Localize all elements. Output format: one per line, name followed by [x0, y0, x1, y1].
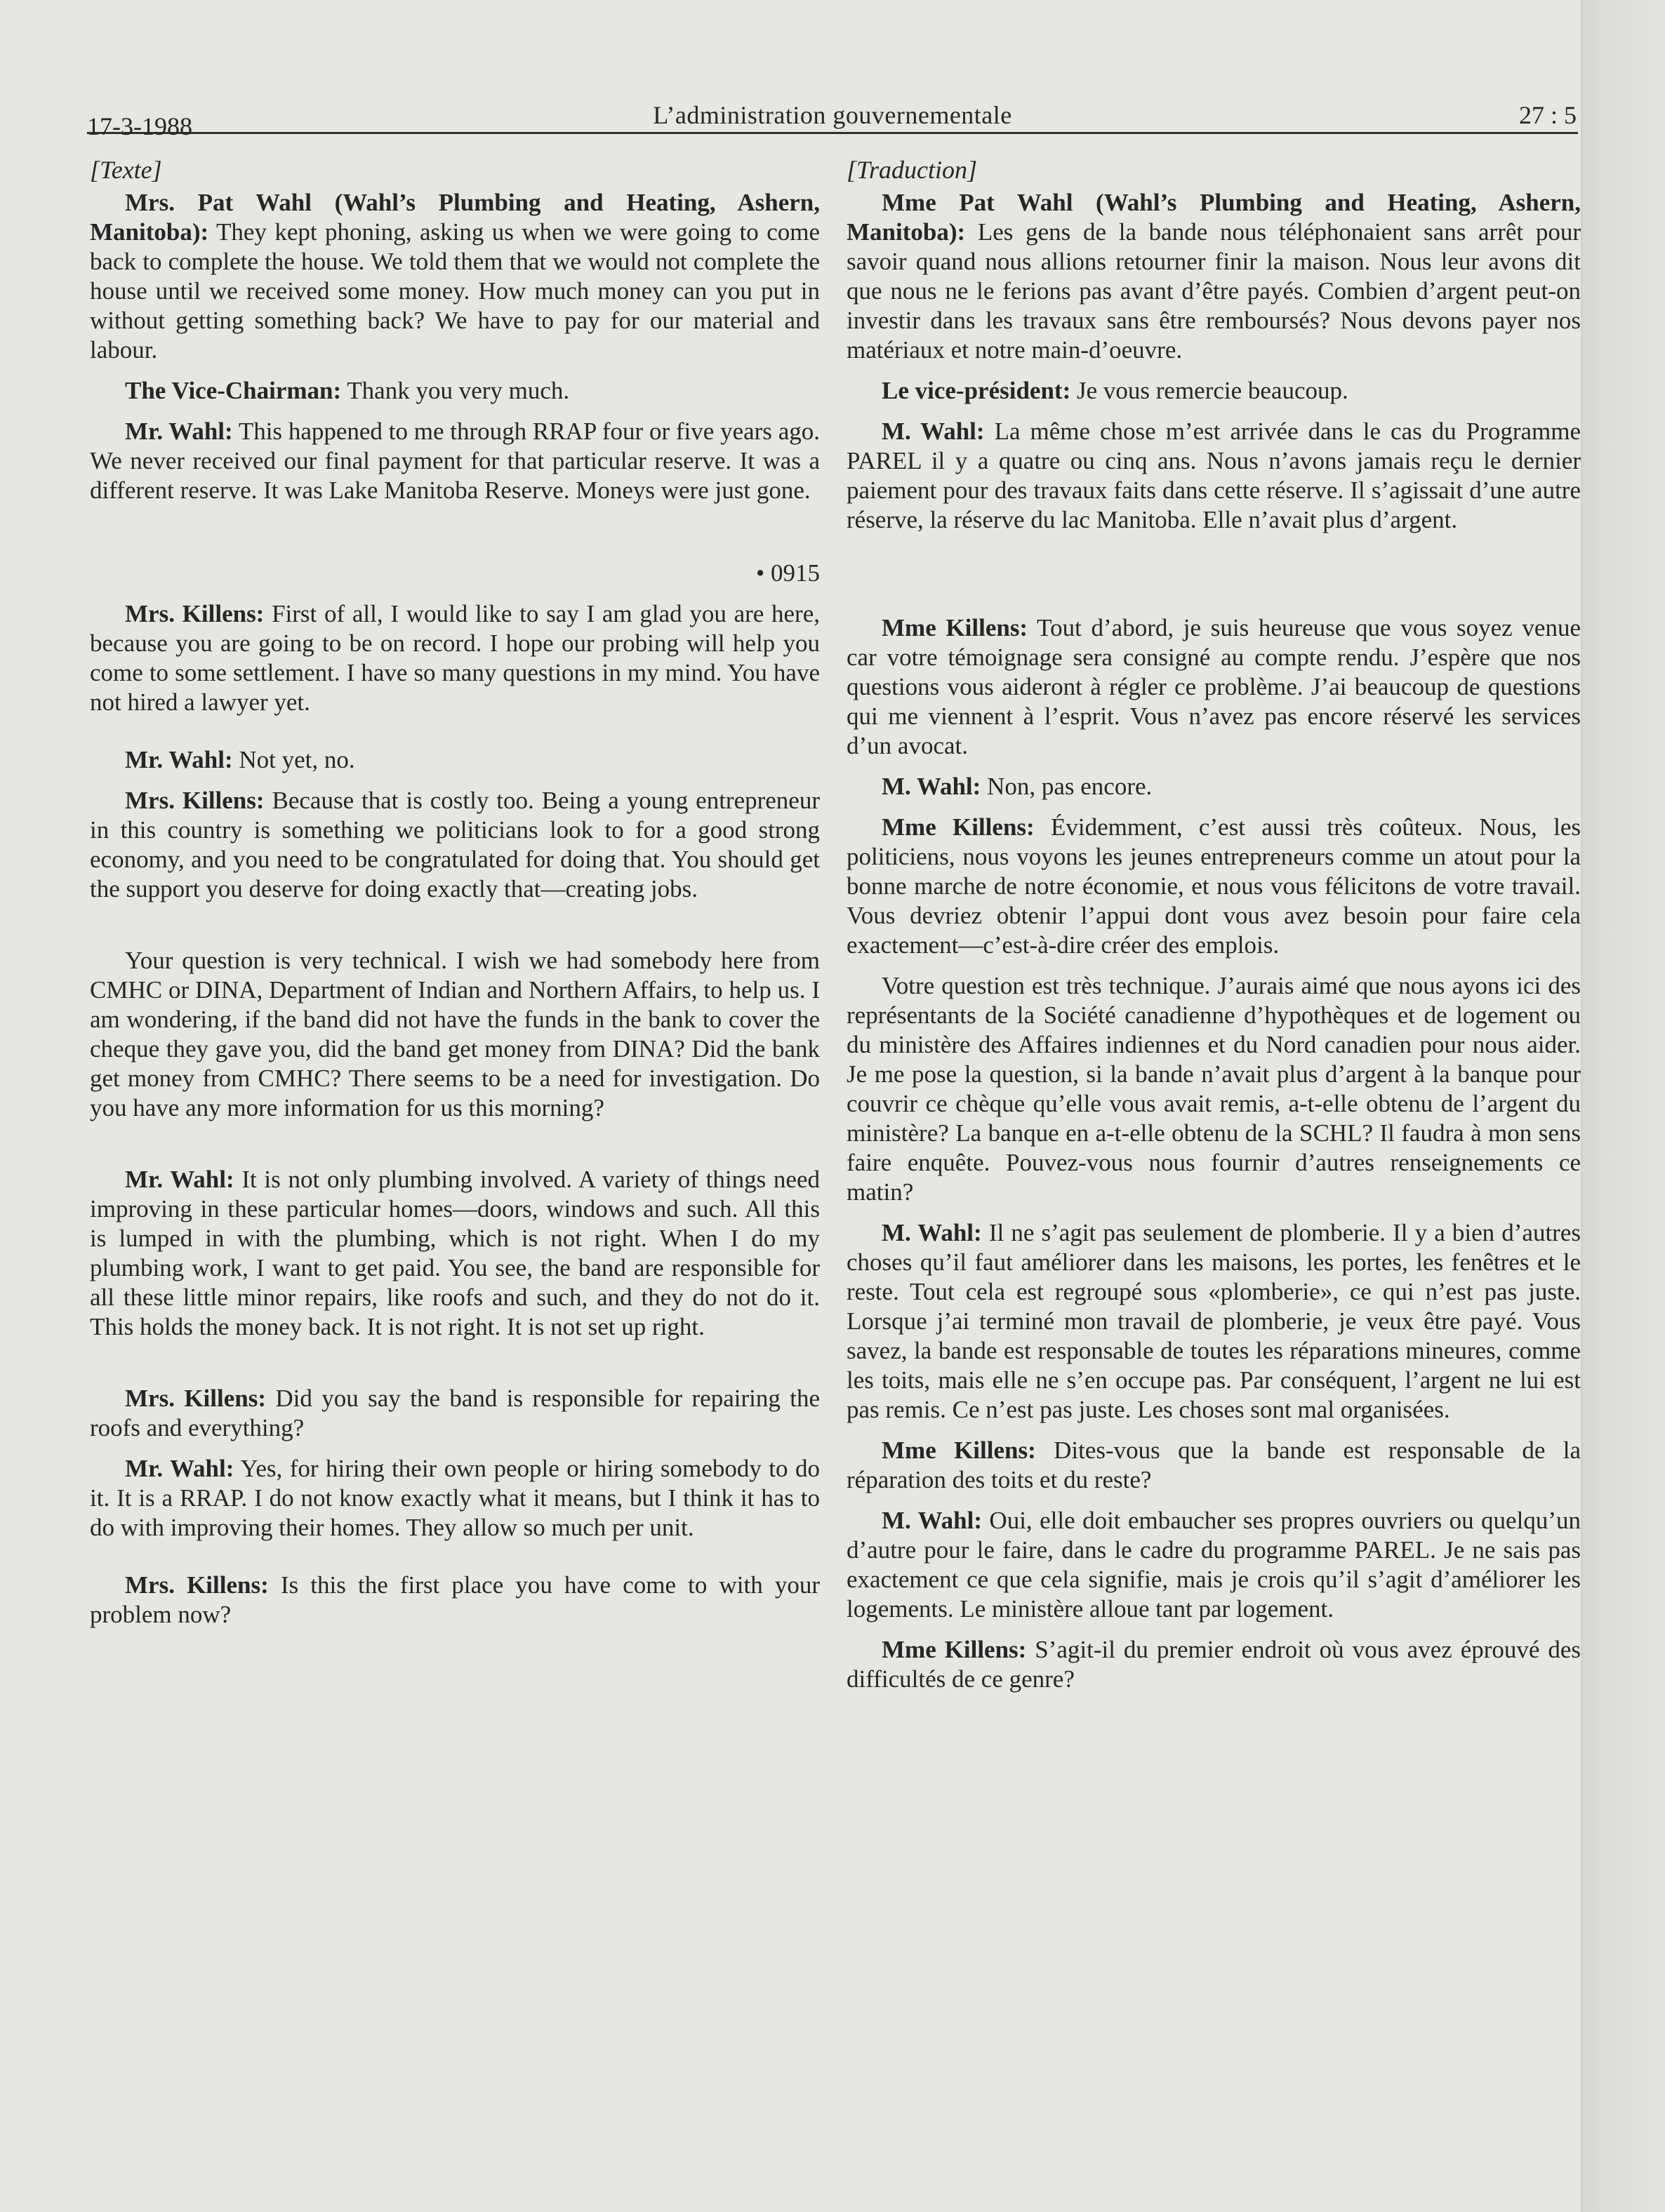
speech-text: S’agit-il du premier endroit où vous avez éprouvé des difficultés de ce genre? [847, 1636, 1581, 1693]
transcript-paragraph [847, 971, 1581, 1207]
speaker-name: Mme Killens: [882, 1437, 1036, 1464]
speaker-name: The Vice-Chairman: [125, 377, 342, 404]
speaker-name: M. Wahl: [882, 1507, 982, 1534]
transcript-paragraph [847, 376, 1581, 406]
speaker-name: Mme Killens: [882, 1636, 1027, 1663]
transcript-paragraph [90, 417, 820, 505]
speaker-name: Mr. Wahl: [125, 1166, 234, 1193]
section-label-texte: [Texte] [90, 156, 162, 184]
speech-text: Il ne s’agit pas seulement de plomberie. Il y a bien d’autres choses qu’il faut améliorer dans les maisons, les portes, les fenêtres et le reste. Tout cela est regroupé sous «plomberie», ce qui n’est pas juste. Lorsque j’ai terminé mon travail de plomberie, je veux être payé. Vous savez, la bande est responsable de toutes les réparations mineures, comme les toits, mais elle ne s’en occupe pas. Par conséquent, l’argent ne lui est pas remis. Ce n’est pas juste. Les choses sont mal organisées. [847, 1219, 1581, 1423]
page-edge [1581, 0, 1665, 2212]
speaker-name: Mrs. Killens: [125, 787, 265, 814]
speaker-name: M. Wahl: [882, 1219, 982, 1246]
speech-text: Oui, elle doit embaucher ses propres ouvriers ou quelqu’un d’autre pour le faire, dans le cadre du programme PAREL. Je ne sais pas exactement ce que cela signifie, mais je crois qu’il s’agit d’améliorer les logements. Le ministère alloue tant par logement. [847, 1507, 1581, 1623]
header-title: L’administration gouvernementale [653, 101, 1012, 129]
speech-text: Did you say the band is responsible for repairing the roofs and everything? [90, 1385, 820, 1441]
speech-text: Votre question est très technique. J’aurais aimé que nous ayons ici des représentants de la Société canadienne d’hypothèques et de logement ou du ministère des Affaires indiennes et du Nord canadien pour nous aider. Je me pose la question, si la bande n’avait plus d’argent à la banque pour couvrir ce chèque qu’elle vous avait remis, a-t-elle obtenu de l’argent du ministère? La banque en a-t-elle obtenu de la SCHL? Il faudra à mon sens faire enquête. Pouvez-vous nous fournir d’autres renseignements ce matin? [847, 972, 1581, 1206]
speech-text: Not yet, no. [232, 746, 355, 773]
transcript-paragraph [90, 188, 820, 365]
transcript-paragraph [847, 772, 1581, 801]
transcript-paragraph [847, 1506, 1581, 1624]
speech-text: Is this the first place you have come to with your problem now? [90, 1571, 820, 1628]
speech-text: This happened to me through RRAP four or five years ago. We never received our final payment for that particular reserve. It was a different reserve. It was Lake Manitoba Reserve. Moneys were just gone. [90, 418, 820, 504]
speech-text: Les gens de la bande nous téléphonaient sans arrêt pour savoir quand nous allions retourner finir la maison. Nous leur avons dit que nous ne le ferions pas avant d’être payés. Combien d’argent peut-on investir dans les travaux sans être remboursés? Nous devons payer nos matériaux et notre main-d’oeuvre. [847, 218, 1581, 364]
transcript-paragraph [847, 417, 1581, 535]
speaker-name: M. Wahl: [882, 418, 985, 445]
speaker-name: Mrs. Killens: [125, 1385, 267, 1412]
speaker-name: Mrs. Killens: [125, 600, 265, 627]
speaker-name: Mrs. Killens: [125, 1571, 269, 1599]
speech-text: La même chose m’est arrivée dans le cas du Programme PAREL il y a quatre ou cinq ans. Nous n’avons jamais reçu le dernier paiement pour des travaux faits dans cette réserve. Il s’agissait d’une autre réserve, la réserve du lac Manitoba. Elle n’avait plus d’argent. [847, 418, 1581, 533]
transcript-paragraph [90, 745, 820, 775]
speaker-name: Mr. Wahl: [125, 1455, 234, 1482]
transcript-paragraph [90, 1571, 820, 1630]
transcript-paragraph [90, 1165, 820, 1342]
transcript-paragraph [847, 1635, 1581, 1694]
transcript-paragraph [847, 188, 1581, 365]
speech-text: Your question is very technical. I wish we had somebody here from CMHC or DINA, Department of Indian and Northern Affairs, to help us. I am wondering, if the band did not have the funds in the bank to cover the cheque they gave you, did the band get money from DINA? Did the bank get money from CMHC? There seems to be a need for investigation. Do you have any more information for us this morning? [90, 947, 820, 1121]
speech-text: They kept phoning, asking us when we were going to come back to complete the house. We told them that we would not complete the house until we received some money. How much money can you put in without getting something back? We have to pay for our material and labour. [90, 218, 820, 364]
speech-text: Je vous remercie beaucoup. [1070, 377, 1348, 404]
speaker-name: Mme Killens: [882, 813, 1035, 841]
transcript-paragraph [847, 813, 1581, 960]
speech-text: Tout d’abord, je suis heureuse que vous soyez venue car votre témoignage sera consigné au compte rendu. J’espère que nos questions vous aideront à régler ce problème. J’ai beaucoup de questions qui me viennent à l’esprit. Vous n’avez pas encore réservé les services d’un avocat. [847, 614, 1581, 759]
time-marker: • 0915 [755, 559, 820, 587]
transcript-paragraph [847, 1218, 1581, 1425]
transcript-paragraph [90, 786, 820, 904]
speech-text: Évidemment, c’est aussi très coûteux. Nous, les politiciens, nous voyons les jeunes entrepreneurs comme un atout pour la bonne marche de notre économie, et nous vous félicitons de votre travail. Vous devriez obtenir l’appui dont vous avez besoin pour faire cela exactement—c’est-à-dire créer des emplois. [847, 813, 1581, 959]
section-label-traduction: [Traduction] [847, 156, 978, 184]
running-header [87, 98, 1578, 140]
speaker-name: Mrs. Pat Wahl (Wahl’s Plumbing and Heating, Ashern, Manitoba): [90, 189, 820, 246]
speech-text: First of all, I would like to say I am glad you are here, because you are going to be on record. I hope our probing will help you come to some settlement. I have so many questions in my mind. You have not hired a lawyer yet. [90, 600, 820, 716]
speech-text: Yes, for hiring their own people or hiring somebody to do it. It is a RRAP. I do not know exactly what it means, but I think it has to do with improving their homes. They allow so much per unit. [90, 1455, 820, 1541]
speaker-name: Mr. Wahl: [125, 418, 233, 445]
speaker-name: Mme Killens: [882, 614, 1028, 641]
transcript-paragraph [90, 376, 820, 406]
speech-text: Dites-vous que la bande est responsable de la réparation des toits et du reste? [847, 1437, 1581, 1493]
speech-text: Non, pas encore. [981, 773, 1153, 800]
transcript-paragraph [847, 1436, 1581, 1495]
english-column [90, 154, 820, 1630]
speaker-name: Mme Pat Wahl (Wahl’s Plumbing and Heating, Ashern, Manitoba): [847, 189, 1581, 246]
speaker-name: M. Wahl: [882, 773, 981, 800]
transcript-paragraph [847, 613, 1581, 761]
header-date: 17-3-1988 [87, 112, 192, 140]
transcript-paragraph [90, 1454, 820, 1543]
transcript-paragraph [90, 946, 820, 1123]
header-page-number: 27 : 5 [1518, 101, 1577, 129]
speaker-name: Le vice-président: [882, 377, 1071, 404]
french-column [847, 154, 1581, 1694]
speaker-name: Mr. Wahl: [125, 746, 233, 773]
transcript-paragraph [90, 599, 820, 717]
transcript-paragraph [90, 1384, 820, 1443]
speech-text: It is not only plumbing involved. A variety of things need improving in these particular homes—doors, windows and such. All this is lumped in with the plumbing, which is not right. When I do my plumbing work, I want to get paid. You see, the band are responsible for all these little minor repairs, like roofs and such, and they do not do it. This holds the money back. It is not right. It is not set up right. [90, 1166, 820, 1340]
speech-text: Because that is costly too. Being a young entrepreneur in this country is something we politicians look to for a good strong economy, and you need to be congratulated for doing that. You should get the support you deserve for doing exactly that—creating jobs. [90, 787, 820, 902]
speech-text: Thank you very much. [341, 377, 570, 404]
